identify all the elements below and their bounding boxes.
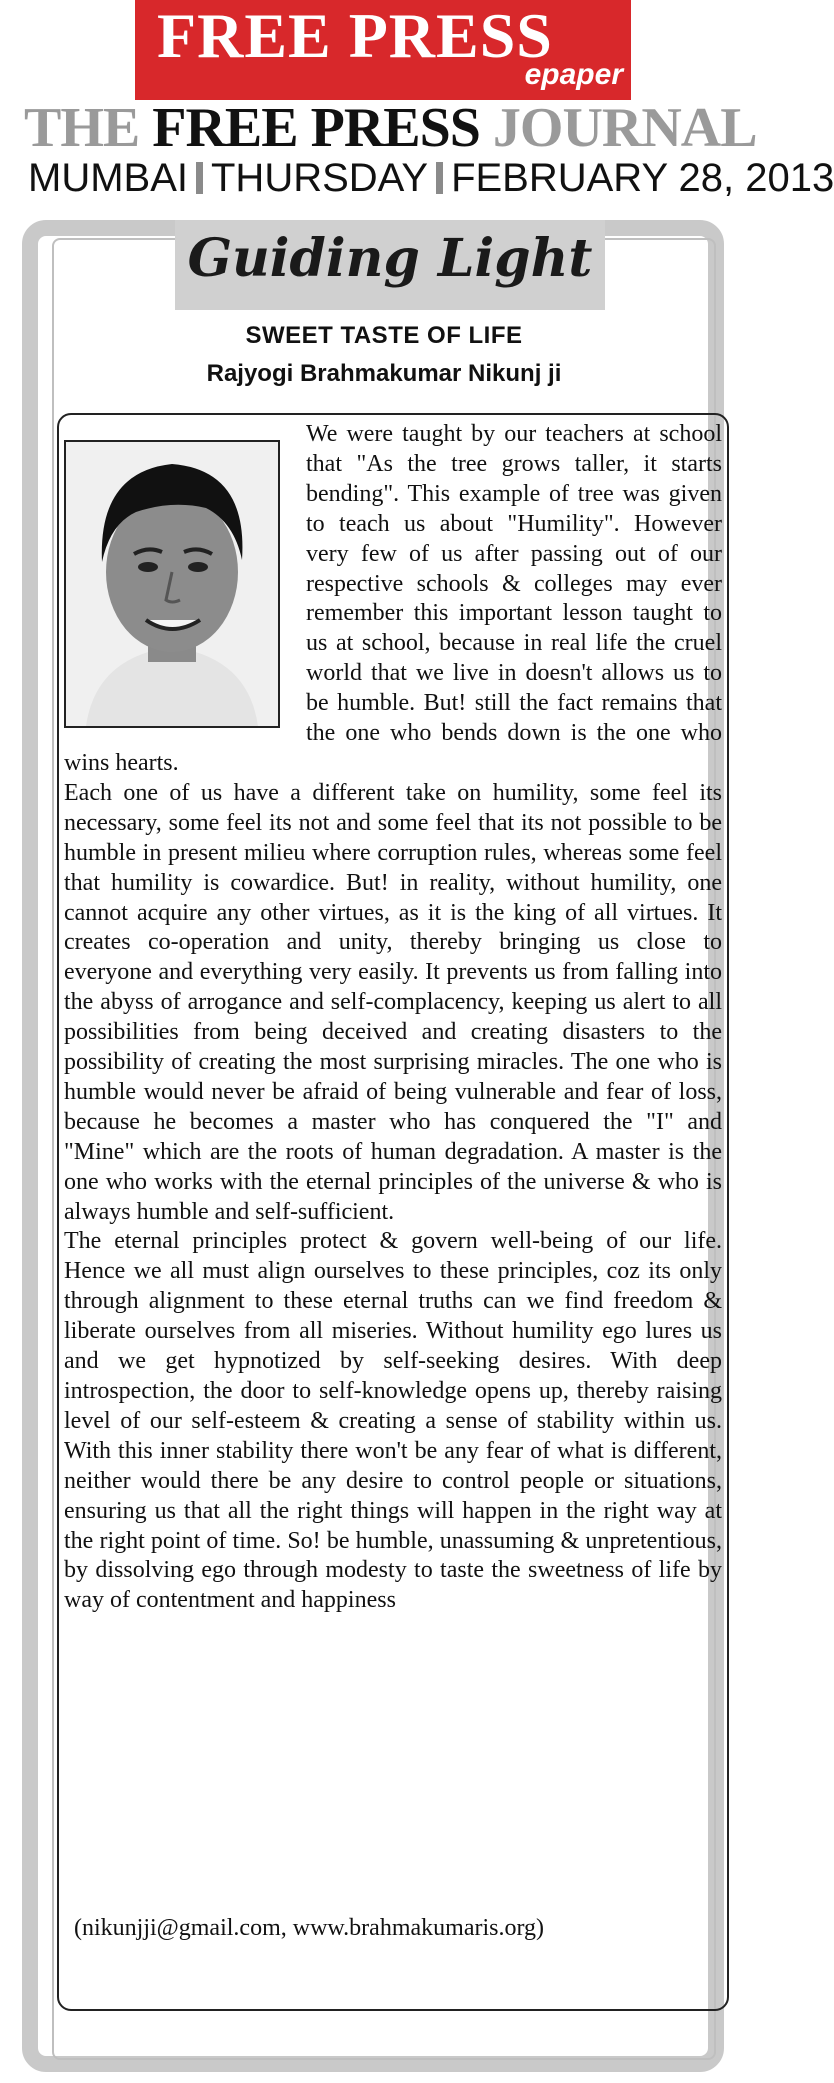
contact-line: (nikunjji@gmail.com, www.brahmakumaris.org) <box>74 1915 545 1941</box>
article-headline: SWEET TASTE OF LIFE <box>245 322 523 349</box>
dateline-separator <box>436 162 443 194</box>
dateline <box>28 158 834 198</box>
journal-title <box>24 97 757 159</box>
article-byline: Rajyogi Brahmakumar Nikunj ji <box>206 360 562 387</box>
brand-sub: epaper <box>524 58 623 91</box>
article-body <box>64 420 722 1616</box>
brand-name: FREE PRESS <box>157 0 553 71</box>
paragraph-1: We were taught by our teachers at school that "As the tree grows taller, it starts bending". This example of tree was given to teach us about "Humility". However very few of us after passing out of our respective schools & colleges may ever remember this important lesson taught to us at school, because in real life the cruel world that we live in doesn't allows us to be humble. But! still the fact remains that the one who bends down is the one who wins hearts. <box>64 421 722 776</box>
dateline-separator <box>196 162 203 194</box>
column-banner <box>175 220 605 310</box>
dateline-date: FEBRUARY 28, 2013 <box>451 156 834 200</box>
paragraph-2: Each one of us have a different take on humility, some feel its necessary, some feel its not and some feel that its not possible to be humble in present milieu where corruption rules, whereas some feel that humility is cowardice. But! in reality, without humility, one cannot acquire any other virtues, as it is the king of all virtues. It creates co-operation and unity, thereby bringing us close to everyone and everything very easily. It prevents us from falling into the abyss of arrogance and self-complacency, keeping us alert to all possibilities from being deceived and creating disasters to the possibility of creating the most surprising miracles. The one who is humble would never be afraid of being vulnerable and fear of loss, because he becomes a master who has conquered the "I" and "Mine" which are the roots of human degradation. A master is the one who works with the eternal principles of the universe & who is always humble and self-sufficient. <box>64 779 722 1225</box>
journal-suffix: JOURNAL <box>479 97 757 159</box>
column-title: Guiding Light <box>187 228 593 289</box>
dateline-day: THURSDAY <box>211 156 429 200</box>
brand-logo <box>135 0 631 100</box>
journal-middle: FREE PRESS <box>152 97 480 159</box>
dateline-city: MUMBAI <box>28 156 188 200</box>
photo-spacer <box>64 420 306 748</box>
journal-prefix: THE <box>24 97 153 159</box>
paragraph-3: The eternal principles protect & govern well-being of our life. Hence we all must align ourselves to these principles, coz its only through alignment to these eternal truths can we find freedom & liberate ourselves from all miseries. Without humility ego lures us and we get hypnotized by self-seeking desires. With deep introspection, the door to self-knowledge opens up, thereby raising level of our self-esteem & creating a sense of stability within us. With this inner stability there won't be any fear of what is different, neither would there be any desire to control people or situations, ensuring us that all the right things will happen in the right way at the right point of time. So! be humble, unassuming & unpretentious, by dissolving ego through modesty to taste the sweetness of life by way of contentment and happiness <box>64 1228 722 1614</box>
